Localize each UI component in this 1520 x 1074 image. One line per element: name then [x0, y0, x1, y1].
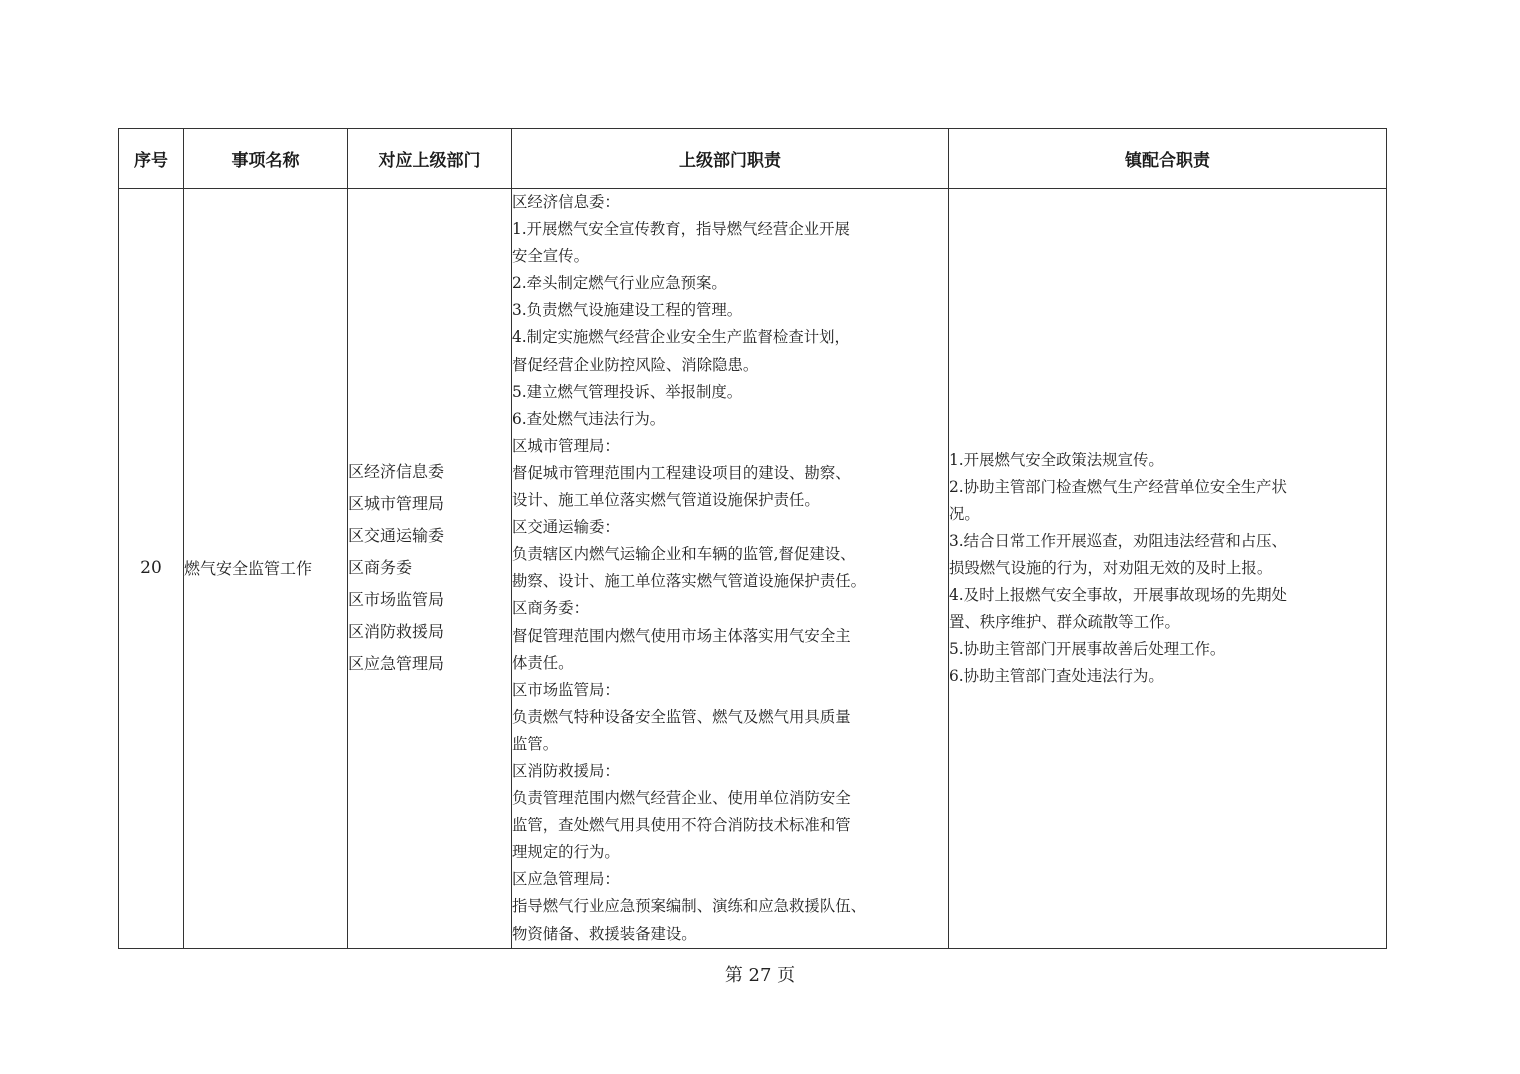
- header-seq: 序号: [119, 129, 184, 189]
- upper-duty-line: 安全宣传。: [512, 247, 589, 266]
- responsibility-table: [118, 128, 1387, 949]
- upper-duty-line: 区交通运输委：: [512, 518, 620, 537]
- upper-duty-line: 区应急管理局：: [512, 870, 620, 889]
- upper-duty-line: 勘察、设计、施工单位落实燃气管道设施保护责任。: [512, 572, 866, 591]
- town-duty-line: 4.及时上报燃气安全事故，开展事故现场的先期处: [949, 585, 1287, 604]
- upper-duty-line: 5.建立燃气管理投诉、举报制度。: [512, 382, 743, 401]
- table-row: [119, 189, 1387, 949]
- row-departments: [348, 189, 512, 949]
- row-seq: 20: [119, 189, 184, 949]
- header-upper-department: 对应上级部门: [348, 129, 512, 189]
- department-item: 区交通运输委: [348, 526, 445, 546]
- upper-duty-line: 监管，查处燃气用具使用不符合消防技术标准和管: [512, 816, 851, 835]
- upper-duty-line: 区城市管理局：: [512, 436, 620, 455]
- upper-duty-line: 区市场监管局：: [512, 680, 620, 699]
- upper-duty-line: 负责燃气特种设备安全监管、燃气及燃气用具质量: [512, 707, 851, 726]
- table-header-row: [119, 129, 1387, 189]
- upper-duty-line: 理规定的行为。: [512, 843, 620, 862]
- upper-duty-line: 负责辖区内燃气运输企业和车辆的监管,督促建设、: [512, 545, 856, 564]
- header-upper-duties: 上级部门职责: [512, 129, 949, 189]
- upper-duty-line: 区消防救援局：: [512, 761, 620, 780]
- department-item: 区商务委: [348, 558, 413, 578]
- header-town-duties: 镇配合职责: [949, 129, 1387, 189]
- upper-duty-line: 设计、施工单位落实燃气管道设施保护责任。: [512, 491, 820, 510]
- town-duty-line: 置、秩序维护、群众疏散等工作。: [949, 612, 1180, 631]
- department-item: 区经济信息委: [348, 462, 445, 482]
- town-duty-line: 损毁燃气设施的行为，对劝阻无效的及时上报。: [949, 558, 1273, 577]
- upper-duty-line: 区经济信息委：: [512, 193, 620, 211]
- upper-duty-line: 区商务委：: [512, 599, 589, 618]
- town-duty-line: 3.结合日常工作开展巡查，劝阻违法经营和占压、: [949, 531, 1287, 550]
- header-item-name: 事项名称: [184, 129, 348, 189]
- upper-duty-line: 负责管理范围内燃气经营企业、使用单位消防安全: [512, 789, 851, 808]
- department-item: 区市场监管局: [348, 590, 445, 610]
- town-duty-line: 况。: [949, 504, 980, 523]
- department-item: 区应急管理局: [348, 654, 445, 674]
- town-duty-line: 5.协助主管部门开展事故善后处理工作。: [949, 639, 1226, 658]
- upper-duty-line: 监管。: [512, 734, 559, 753]
- upper-duty-line: 物资储备、救援装备建设。: [512, 924, 697, 943]
- town-duty-line: 2.协助主管部门检查燃气生产经营单位安全生产状: [949, 477, 1287, 496]
- upper-duty-line: 3.负责燃气设施建设工程的管理。: [512, 301, 743, 320]
- upper-duty-line: 4.制定实施燃气经营企业安全生产监督检查计划，: [512, 328, 850, 347]
- department-item: 区城市管理局: [348, 494, 445, 514]
- town-duty-line: 6.协助主管部门查处违法行为。: [949, 666, 1164, 685]
- town-duty-line: 1.开展燃气安全政策法规宣传。: [949, 450, 1164, 469]
- row-town-duties: [949, 189, 1387, 949]
- page-number: 第 27 页: [724, 965, 796, 986]
- upper-duty-line: 督促管理范围内燃气使用市场主体落实用气安全主: [512, 626, 851, 645]
- upper-duty-line: 2.牵头制定燃气行业应急预案。: [512, 274, 727, 293]
- row-item-name: 燃气安全监管工作: [184, 189, 348, 949]
- department-item: 区消防救援局: [348, 622, 445, 642]
- upper-duty-line: 1.开展燃气安全宣传教育，指导燃气经营企业开展: [512, 220, 850, 239]
- upper-duty-line: 督促城市管理范围内工程建设项目的建设、勘察、: [512, 463, 851, 482]
- upper-duty-line: 督促经营企业防控风险、消除隐患。: [512, 355, 759, 374]
- upper-duty-line: 体责任。: [512, 653, 574, 672]
- upper-duty-line: 指导燃气行业应急预案编制、演练和应急救援队伍、: [512, 897, 866, 916]
- upper-duty-line: 6.查处燃气违法行为。: [512, 409, 666, 428]
- row-upper-duties: [512, 189, 949, 949]
